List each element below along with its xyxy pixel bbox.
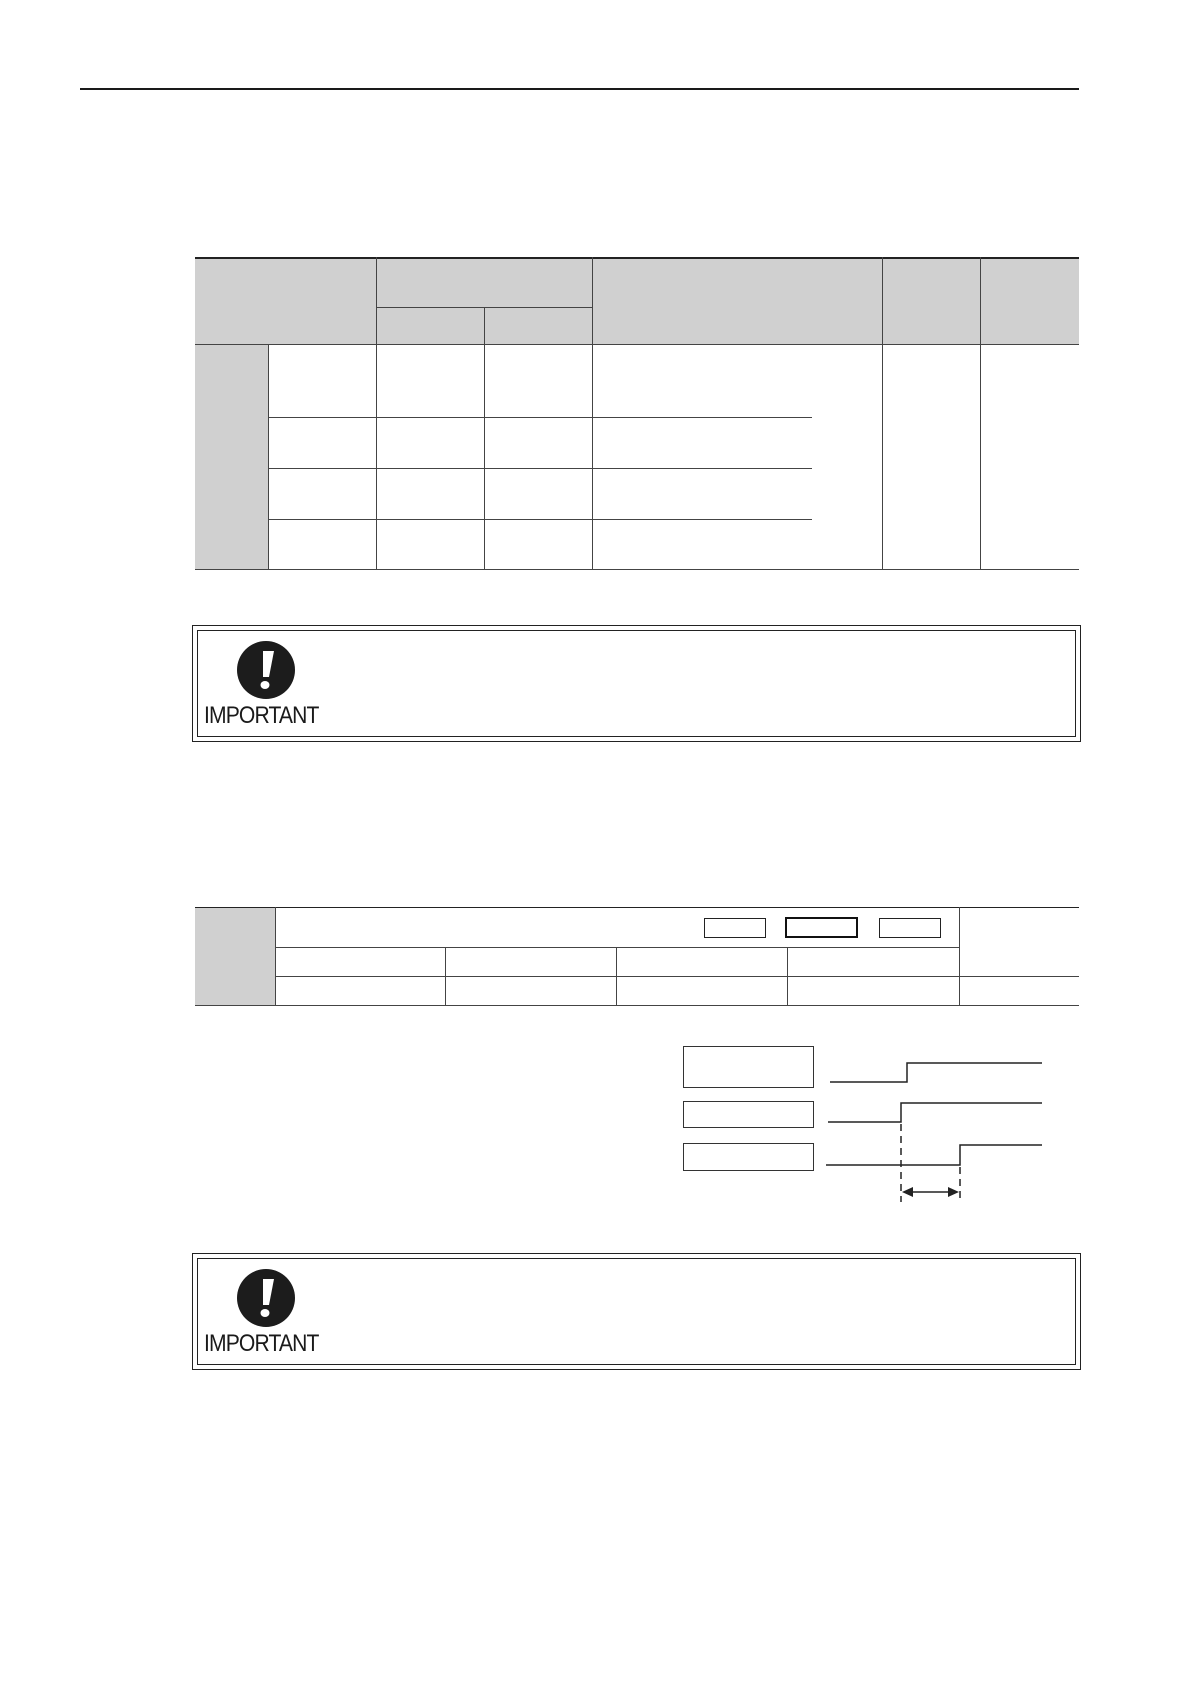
important-label: IMPORTANT — [204, 1330, 319, 1357]
important-label: IMPORTANT — [204, 702, 319, 729]
table-row — [268, 418, 812, 468]
table-row — [268, 520, 812, 569]
table-header — [195, 257, 1079, 345]
mode-badge-active — [785, 917, 858, 938]
table-row — [268, 345, 812, 417]
important-note — [192, 625, 1081, 742]
important-note — [192, 1253, 1081, 1370]
exclamation-circle-icon — [236, 1268, 296, 1328]
parameter-number-cell — [195, 907, 275, 1006]
table-row — [268, 469, 812, 519]
exclamation-circle-icon — [236, 640, 296, 700]
timing-waveforms — [680, 1040, 1050, 1202]
mode-badge — [704, 918, 766, 938]
timing-diagram — [680, 1040, 1050, 1202]
parameter-table — [195, 257, 1079, 570]
parameter-detail-table — [195, 907, 1079, 1006]
double-arrow-icon — [902, 1187, 959, 1197]
table-row-group-label — [195, 345, 268, 570]
header-rule — [80, 88, 1079, 90]
mode-badge — [879, 918, 941, 938]
